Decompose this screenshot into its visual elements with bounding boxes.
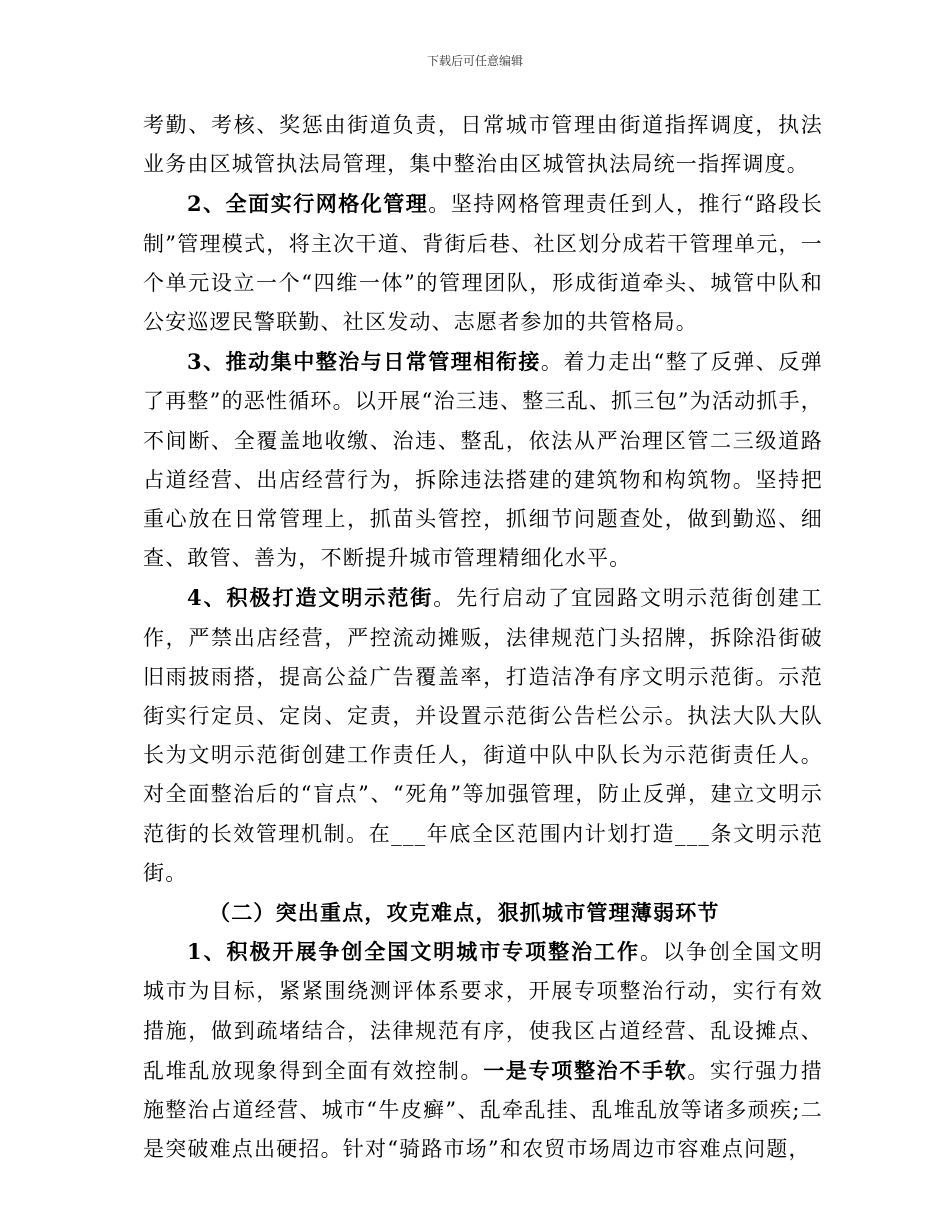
paragraph-4-text: 。以争创全国文明城市为目标，紧紧围绕测评体系要求，开展专项整治行动，实行有效措施，做到疏堵结合，法律规范有序，使我区占道经营、乱设摊点、乱堆乱放现象得到全面有效控制。 (143, 940, 823, 1083)
paragraph-2-text: 。着力走出“整了反弹、反弹了再整”的恶性循环。以开展“治三违、整三乱、抓三包”为活动抓手，不间断、全覆盖地收缴、治违、整乱，依法从严治理区管二三级道路占道经营、出店经营行为，拆除违法搭建的建筑物和构筑物。坚持把重心放在日常管理上，抓苗头管控，抓细节问题查处，做到勤巡、细查、敢管、善为，不断提升城市管理精细化水平。 (143, 350, 823, 571)
paragraph-3 (143, 578, 823, 893)
paragraph-4-heading: 1、积极开展争创全国文明城市专项整治工作 (187, 939, 640, 965)
paragraph-4 (143, 932, 823, 1169)
paragraph-1-heading: 2、全面实行网格化管理 (187, 191, 429, 217)
paragraph-3-heading: 4、积极打造文明示范街 (187, 585, 434, 611)
section-heading: （二）突出重点，攻克难点，狠抓城市管理薄弱环节 (209, 900, 720, 926)
paragraph-4-sub1-heading: 一是专项整治不手软 (483, 1057, 688, 1083)
paragraph-1 (143, 184, 823, 342)
paragraph-2-heading: 3、推动集中整治与日常管理相衔接 (187, 349, 541, 375)
paragraph-4-sub1-text: 。实行强力措施整治占道经营、城市“牛皮癣”、乱牵乱挂、乱堆乱放等诸多顽疾;二是突破难点出硬招。针对“骑路市场”和农贸市场周边市容难点问题， (143, 1058, 823, 1162)
paragraph-0: 考勤、考核、奖惩由街道负责，日常城市管理由街道指挥调度，执法业务由区城管执法局管理，集中整治由区城管执法局统一指挥调度。 (143, 113, 823, 177)
paragraph-1-text: 。坚持网格管理责任到人，推行“路段长制”管理模式，将主次干道、背街后巷、社区划分成若干管理单元，一个单元设立一个“四维一体”的管理团队，形成街道牵头、城管中队和公安巡逻民警联勤、社区发动、志愿者参加的共管格局。 (143, 192, 824, 335)
document-body (143, 106, 823, 1169)
paragraph-2 (143, 342, 823, 578)
paragraph-3-text: 。先行启动了宜园路文明示范街创建工作，严禁出店经营，严控流动摊贩，法律规范门头招牌，拆除沿街破旧雨披雨搭，提高公益广告覆盖率，打造洁净有序文明示范街。示范街实行定员、定岗、定责，并设置示范街公告栏公示。执法大队大队长为文明示范街创建工作责任人，街道中队中队长为示范街责任人。对全面整治后的“盲点”、“死角”等加强管理，防止反弹，建立文明示范街的长效管理机制。在___年底全区范围内计划打造___条文明示范街。 (143, 586, 823, 885)
page-header: 下载后可任意编辑 (426, 54, 523, 68)
